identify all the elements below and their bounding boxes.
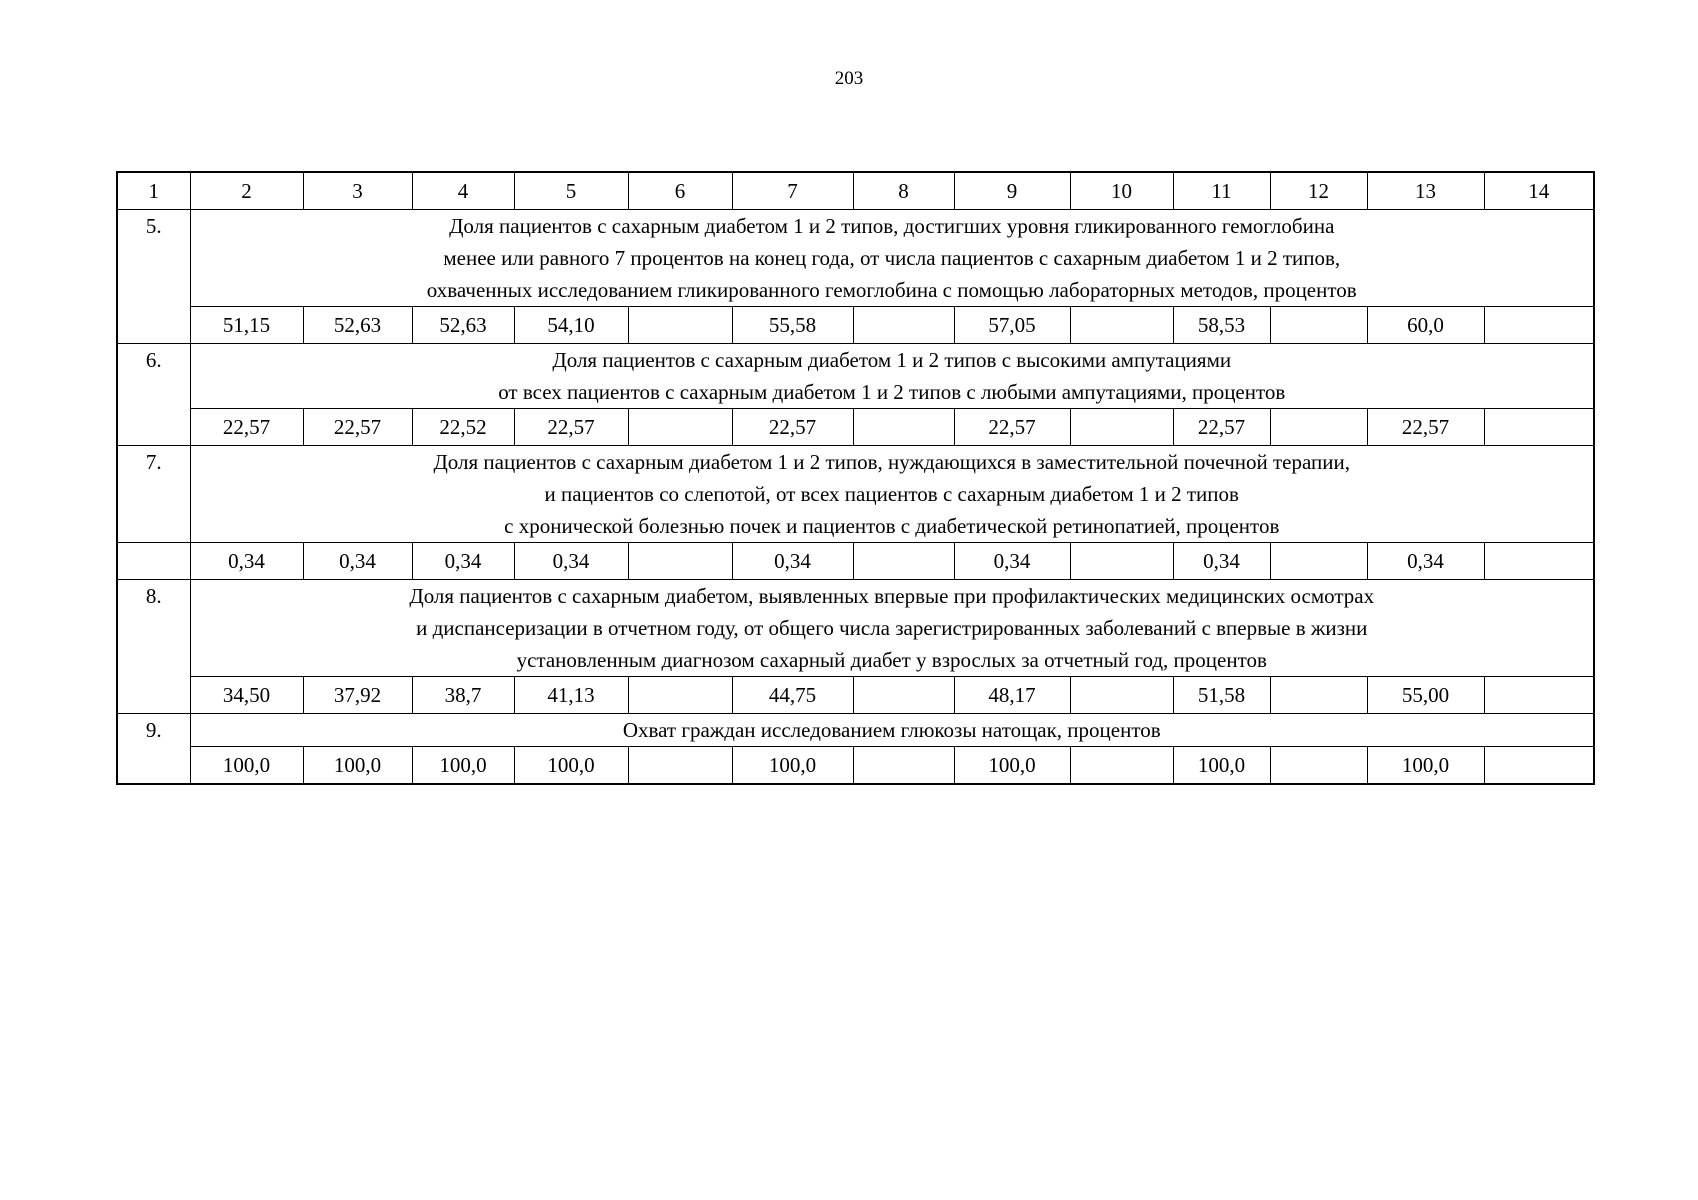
value-cell: 100,0 (303, 747, 412, 785)
value-cell (1484, 747, 1594, 785)
value-cell: 100,0 (412, 747, 514, 785)
indicator-values-row (117, 677, 1594, 714)
indicator-description (190, 344, 1594, 409)
value-cell (1070, 409, 1173, 446)
value-cell (628, 677, 732, 714)
value-cell: 22,52 (412, 409, 514, 446)
value-cell: 100,0 (1367, 747, 1484, 785)
header-row (117, 172, 1594, 210)
header-cell: 13 (1367, 172, 1484, 210)
value-cell: 100,0 (954, 747, 1070, 785)
header-cell: 10 (1070, 172, 1173, 210)
header-cell: 3 (303, 172, 412, 210)
value-cell (1070, 747, 1173, 785)
header-cell: 9 (954, 172, 1070, 210)
value-cell: 55,00 (1367, 677, 1484, 714)
value-cell (1484, 543, 1594, 580)
value-cell: 100,0 (1173, 747, 1270, 785)
indicator-description (190, 580, 1594, 677)
value-cell: 0,34 (732, 543, 853, 580)
description-line: с хронической болезнью почек и пациентов с диабетической ретинопатией, процентов (504, 514, 1280, 538)
description-line: Доля пациентов с сахарным диабетом 1 и 2 типов, достигших уровня гликированного гемоглобина (449, 214, 1335, 238)
value-cell: 57,05 (954, 307, 1070, 344)
description-line: Доля пациентов с сахарным диабетом, выявленных впервые при профилактических медицинских осмотрах (409, 584, 1375, 608)
row-number: 8. (117, 580, 190, 714)
header-cell: 12 (1270, 172, 1367, 210)
value-cell (853, 677, 954, 714)
value-cell: 0,34 (303, 543, 412, 580)
description-line: Доля пациентов с сахарным диабетом 1 и 2 типов с высокими ампутациями (552, 348, 1232, 372)
value-cell (1070, 677, 1173, 714)
header-cell: 7 (732, 172, 853, 210)
indicator-description-row (117, 446, 1594, 543)
indicator-description-row (117, 344, 1594, 409)
value-cell (853, 747, 954, 785)
indicator-description (190, 210, 1594, 307)
value-cell (1070, 543, 1173, 580)
value-cell (853, 543, 954, 580)
value-cell: 51,15 (190, 307, 303, 344)
value-cell (853, 307, 954, 344)
row-number: 7. (117, 446, 190, 543)
value-cell: 22,57 (954, 409, 1070, 446)
header-cell: 14 (1484, 172, 1594, 210)
row-number: 9. (117, 714, 190, 785)
value-cell: 0,34 (190, 543, 303, 580)
value-cell (628, 543, 732, 580)
value-cell: 51,58 (1173, 677, 1270, 714)
indicator-values-row (117, 307, 1594, 344)
value-cell: 44,75 (732, 677, 853, 714)
value-cell (628, 307, 732, 344)
value-cell: 22,57 (303, 409, 412, 446)
value-cell (628, 747, 732, 785)
header-cell: 8 (853, 172, 954, 210)
value-cell (1484, 409, 1594, 446)
row-number: 6. (117, 344, 190, 446)
description-line: Доля пациентов с сахарным диабетом 1 и 2 типов, нуждающихся в заместительной почечной терапии, (433, 450, 1351, 474)
value-cell: 22,57 (732, 409, 853, 446)
description-line: охваченных исследованием гликированного гемоглобина с помощью лабораторных методов, процентов (426, 278, 1357, 302)
value-cell: 34,50 (190, 677, 303, 714)
value-cell: 52,63 (303, 307, 412, 344)
value-cell: 52,63 (412, 307, 514, 344)
description-line: от всех пациентов с сахарным диабетом 1 и 2 типов с любыми ампутациями, процентов (498, 380, 1286, 404)
indicator-values-row (117, 409, 1594, 446)
description-line: Охват граждан исследованием глюкозы натощак, процентов (622, 718, 1161, 742)
value-cell (1270, 409, 1367, 446)
header-cell: 11 (1173, 172, 1270, 210)
value-cell (1270, 543, 1367, 580)
value-cell: 58,53 (1173, 307, 1270, 344)
value-cell: 0,34 (954, 543, 1070, 580)
value-cell: 22,57 (1367, 409, 1484, 446)
value-cell: 38,7 (412, 677, 514, 714)
value-cell: 54,10 (514, 307, 628, 344)
value-cell (1484, 677, 1594, 714)
value-cell: 22,57 (1173, 409, 1270, 446)
indicator-description (190, 446, 1594, 543)
header-cell: 6 (628, 172, 732, 210)
row-number: 5. (117, 210, 190, 344)
value-cell (1070, 307, 1173, 344)
value-cell: 55,58 (732, 307, 853, 344)
value-cell (1270, 307, 1367, 344)
indicator-table (116, 171, 1595, 785)
value-cell: 48,17 (954, 677, 1070, 714)
value-cell: 100,0 (190, 747, 303, 785)
header-cell: 4 (412, 172, 514, 210)
indicator-description-row (117, 714, 1594, 747)
description-line: и диспансеризации в отчетном году, от общего числа зарегистрированных заболеваний с впервые в жизни (416, 616, 1368, 640)
value-cell: 100,0 (514, 747, 628, 785)
value-cell: 22,57 (190, 409, 303, 446)
value-cell (628, 409, 732, 446)
indicator-values-row (117, 543, 1594, 580)
value-cell: 0,34 (412, 543, 514, 580)
indicator-description (190, 714, 1594, 747)
value-cell: 60,0 (1367, 307, 1484, 344)
value-cell: 0,34 (1367, 543, 1484, 580)
value-cell (853, 409, 954, 446)
value-cell: 0,34 (514, 543, 628, 580)
description-line: установленным диагнозом сахарный диабет у взрослых за отчетный год, процентов (516, 648, 1267, 672)
empty-number-cell (117, 543, 190, 580)
value-cell (1484, 307, 1594, 344)
page-number: 203 (834, 68, 864, 89)
indicator-values-row (117, 747, 1594, 785)
indicator-description-row (117, 580, 1594, 677)
description-line: и пациентов со слепотой, от всех пациентов с сахарным диабетом 1 и 2 типов (544, 482, 1239, 506)
value-cell: 22,57 (514, 409, 628, 446)
value-cell: 0,34 (1173, 543, 1270, 580)
indicator-description-row (117, 210, 1594, 307)
value-cell: 37,92 (303, 677, 412, 714)
header-cell: 2 (190, 172, 303, 210)
value-cell (1270, 747, 1367, 785)
description-line: менее или равного 7 процентов на конец года, от числа пациентов с сахарным диабетом 1 и 2 типов, (443, 246, 1341, 270)
value-cell (1270, 677, 1367, 714)
value-cell: 41,13 (514, 677, 628, 714)
header-cell: 1 (117, 172, 190, 210)
header-cell: 5 (514, 172, 628, 210)
value-cell: 100,0 (732, 747, 853, 785)
